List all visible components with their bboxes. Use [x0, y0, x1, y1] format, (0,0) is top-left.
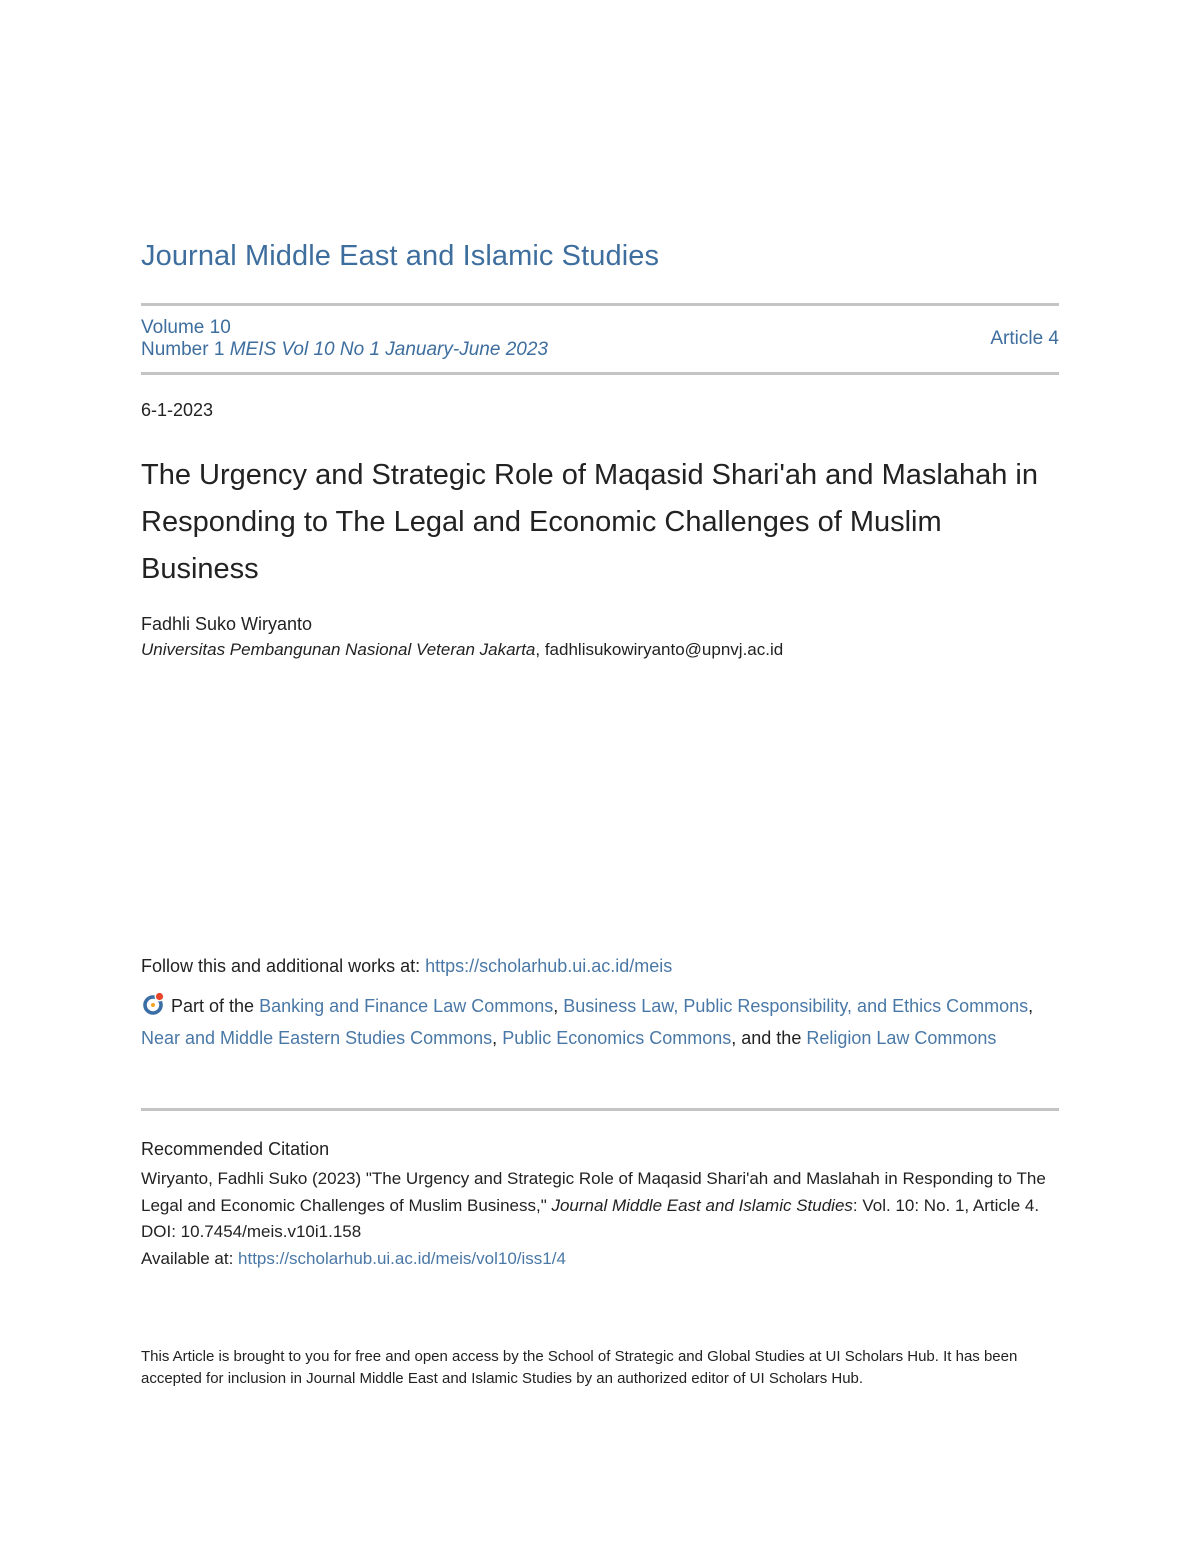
commons-prefix: Part of the [171, 996, 260, 1016]
affiliation-separator: , [535, 640, 545, 659]
citation-divider [141, 1108, 1059, 1111]
institution: Universitas Pembangunan Nasional Veteran Jakarta [141, 640, 536, 659]
commons-last-separator: , and the [731, 1028, 807, 1048]
citation-text [141, 1166, 1059, 1219]
cover-page [141, 0, 1059, 1553]
citation-heading: Recommended Citation [141, 1139, 330, 1159]
citation-available [141, 1246, 1059, 1273]
issue-name[interactable]: MEIS Vol 10 No 1 January-June 2023 [229, 339, 548, 360]
follow-prefix: Follow this and additional works at: [141, 956, 426, 976]
issue-number-line[interactable] [141, 339, 1059, 361]
article-number[interactable]: Article 4 [990, 328, 1059, 349]
commons-separator: , [1028, 996, 1034, 1016]
journal-title[interactable]: Journal Middle East and Islamic Studies [141, 240, 660, 272]
citation-journal: Journal Middle East and Islamic Studies [551, 1195, 853, 1215]
author-affiliation [141, 640, 783, 660]
author-name: Fadhli Suko Wiryanto [141, 614, 313, 634]
commons-separator: , [553, 996, 564, 1016]
footer-note: This Article is brought to you for free and open access by the School of Strategic and Global Studies at UI Scholars Hub. It has been accepted for inclusion in Journal Middle East and Islamic Studies by an authorized editor of UI Scholars Hub. [141, 1348, 1018, 1387]
top-divider [141, 303, 1059, 306]
citation-body [141, 1166, 1059, 1272]
commons-link-business-law[interactable]: Business Law, Public Responsibility, and Ethics Commons [563, 996, 1029, 1016]
article-title: The Urgency and Strategic Role of Maqasid Shari'ah and Maslahah in Responding to The Legal and Economic Challenges of Muslim Business [141, 459, 1038, 585]
available-prefix: Available at: [141, 1248, 239, 1268]
issue-info [141, 317, 1059, 365]
commons-link-near-middle-eastern[interactable]: Near and Middle Eastern Studies Commons [141, 1028, 493, 1048]
repository-link[interactable]: https://scholarhub.ui.ac.id/meis [425, 956, 673, 976]
issue-number[interactable]: Number 1 [141, 339, 225, 360]
bepress-commons-icon [141, 990, 167, 1016]
citation-doi: DOI: 10.7454/meis.v10i1.158 [141, 1222, 362, 1241]
author-email: fadhlisukowiryanto@upnvj.ac.id [544, 640, 784, 659]
commons-separator: , [492, 1028, 503, 1048]
commons-disciplines [141, 990, 1059, 1054]
citation-main: Wiryanto, Fadhli Suko (2023) "The Urgency and Strategic Role of Maqasid Shari'ah and Maslahah in Responding to The Legal and Economic Challenges of Muslim Business," [141, 1169, 1046, 1215]
commons-link-public-economics[interactable]: Public Economics Commons [502, 1028, 732, 1048]
citation-volume: : Vol. 10: No. 1, Article 4. [852, 1195, 1040, 1215]
volume-label[interactable]: Volume 10 [141, 317, 231, 338]
commons-link-banking-finance-law[interactable]: Banking and Finance Law Commons [259, 996, 554, 1016]
follow-line [141, 956, 672, 977]
issue-divider [141, 372, 1059, 375]
publication-date: 6-1-2023 [141, 400, 214, 420]
commons-link-religion-law[interactable]: Religion Law Commons [806, 1028, 997, 1048]
article-link[interactable]: https://scholarhub.ui.ac.id/meis/vol10/iss1/4 [238, 1248, 566, 1268]
